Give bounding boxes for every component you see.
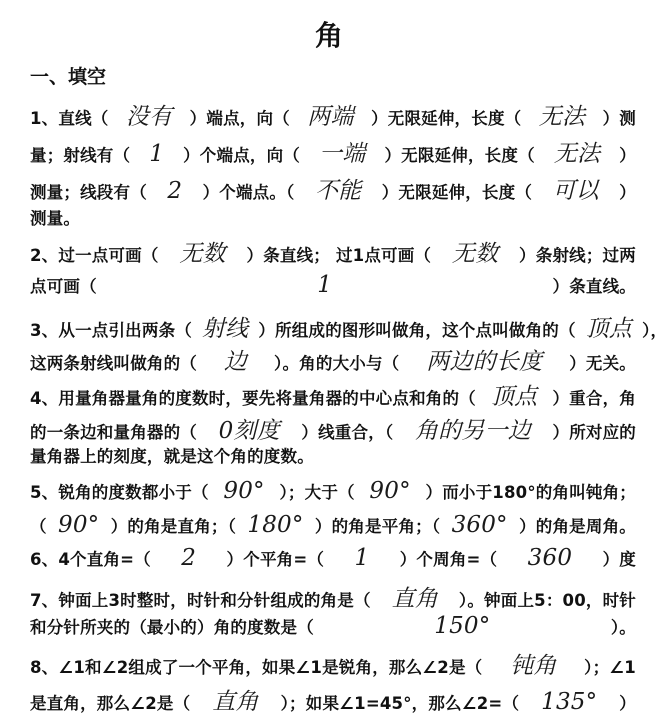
printed-text: 的一条边和量角器的（ bbox=[30, 423, 197, 442]
handwritten-answer: 无数 bbox=[179, 241, 226, 267]
printed-text: ）而小于180°的角叫钝角； bbox=[425, 483, 636, 502]
question-line bbox=[30, 98, 636, 131]
printed-text: 和分针所夹的（最小的）角的度数是（ bbox=[30, 618, 314, 637]
handwritten-answer: 2 bbox=[181, 545, 197, 571]
handwritten-answer: 360 bbox=[527, 545, 573, 571]
question-line bbox=[30, 205, 636, 229]
printed-text: ）无关。 bbox=[569, 354, 636, 373]
printed-text: ）的角是周角。 bbox=[519, 517, 636, 536]
question-line bbox=[30, 378, 636, 411]
printed-text: 点可画（ bbox=[30, 277, 97, 296]
handwritten-answer: 两边的长度 bbox=[426, 349, 543, 375]
page-title: 角 bbox=[314, 19, 343, 52]
printed-text: ）所组成的图形叫做角，这个点叫做角的（ bbox=[258, 321, 576, 340]
printed-text: ）条直线。 bbox=[552, 277, 636, 296]
printed-text: ）重合，角 bbox=[552, 389, 636, 408]
handwritten-answer: 两端 bbox=[307, 104, 354, 130]
handwritten-answer: 150° bbox=[434, 613, 491, 639]
question-line bbox=[30, 235, 636, 268]
printed-text: （ bbox=[30, 517, 47, 536]
printed-text: ）， bbox=[642, 321, 667, 340]
handwritten-answer: 没有 bbox=[125, 104, 173, 130]
question-line bbox=[30, 647, 636, 680]
printed-text: ） bbox=[619, 183, 636, 202]
section-heading: 一、填空 bbox=[30, 66, 107, 88]
printed-text: ）度 bbox=[602, 550, 636, 569]
handwritten-answer: 1 bbox=[317, 272, 333, 298]
handwritten-answer: 135° bbox=[541, 689, 598, 715]
printed-text: 测量。 bbox=[30, 209, 81, 228]
question-line bbox=[30, 443, 636, 467]
question-line bbox=[30, 512, 636, 538]
handwritten-answer: 顶点 bbox=[490, 384, 538, 410]
printed-text: ）个周角=（ bbox=[399, 550, 498, 569]
printed-text: ）个平角=（ bbox=[226, 550, 325, 569]
printed-text: ）。钟面上5：00，时针 bbox=[458, 591, 636, 610]
handwritten-answer: 90° bbox=[58, 512, 100, 538]
question-line bbox=[30, 135, 636, 168]
printed-text: ）端点，向（ bbox=[189, 109, 290, 128]
printed-text: 7、钟面上3时整时，时针和分针组成的角是（ bbox=[30, 591, 371, 610]
printed-text: ）条射线；过两 bbox=[519, 246, 636, 265]
handwritten-answer: 无法 bbox=[538, 104, 586, 130]
handwritten-answer: 360° bbox=[451, 512, 508, 538]
printed-text: ）；大于（ bbox=[279, 483, 355, 502]
question-line bbox=[30, 613, 636, 639]
printed-text: 量角器上的刻度，就是这个角的度数。 bbox=[30, 447, 314, 466]
printed-text: ）个端点。（ bbox=[202, 183, 295, 202]
printed-text: ）；如果∠1=45°，那么∠2=（ bbox=[280, 694, 520, 713]
printed-text: ）所对应的 bbox=[552, 423, 636, 442]
printed-text: 2、过一点可画（ bbox=[30, 246, 159, 265]
printed-text: 量；射线有（ bbox=[30, 146, 131, 165]
printed-text: ）的角是直角；（ bbox=[110, 517, 237, 536]
handwritten-answer: 一端 bbox=[319, 141, 366, 167]
printed-text: ）个端点，向（ bbox=[183, 146, 301, 165]
question-line bbox=[30, 545, 636, 571]
printed-text: 5、锐角的度数都小于（ bbox=[30, 483, 209, 502]
printed-text: 8、∠1和∠2组成了一个平角，如果∠1是锐角，那么∠2是（ bbox=[30, 658, 483, 677]
question-line bbox=[30, 478, 636, 504]
printed-text: ） bbox=[619, 146, 636, 165]
printed-text: ）。 bbox=[610, 618, 636, 637]
handwritten-answer: 1 bbox=[354, 545, 370, 571]
question-line bbox=[30, 343, 636, 376]
handwritten-answer: 无数 bbox=[451, 241, 499, 267]
handwritten-answer: 1 bbox=[149, 141, 165, 167]
question-line bbox=[30, 272, 636, 298]
printed-text: ）无限延伸，长度（ bbox=[381, 183, 533, 202]
handwritten-answer: 2 bbox=[167, 178, 183, 204]
printed-text: ） bbox=[619, 694, 636, 713]
printed-text: 测量；线段有（ bbox=[30, 183, 147, 202]
handwritten-answer: 射线 bbox=[201, 316, 249, 342]
printed-text: 1、直线（ bbox=[30, 109, 109, 128]
handwritten-answer: 180° bbox=[247, 512, 304, 538]
handwritten-answer: 无法 bbox=[553, 141, 601, 167]
handwritten-answer: 边 bbox=[223, 349, 248, 375]
printed-text: ）无限延伸，长度（ bbox=[371, 109, 522, 128]
handwritten-answer: 90° bbox=[369, 478, 411, 504]
question-line bbox=[30, 310, 667, 343]
handwritten-answer: 直角 bbox=[212, 689, 259, 715]
handwritten-answer: 不能 bbox=[314, 178, 362, 204]
printed-text: ）条直线； 过1点可画（ bbox=[246, 246, 432, 265]
handwritten-answer: 90° bbox=[223, 478, 265, 504]
printed-text: ）测 bbox=[602, 109, 636, 128]
handwritten-answer: 角的另一边 bbox=[414, 418, 531, 444]
handwritten-answer: 可以 bbox=[552, 178, 599, 204]
printed-text: ）线重合，（ bbox=[301, 423, 394, 442]
printed-text: ）；∠1 bbox=[584, 658, 636, 677]
printed-text: ）无限延伸，长度（ bbox=[384, 146, 535, 165]
printed-text: 4、用量角器量角的度数时，要先将量角器的中心点和角的（ bbox=[30, 389, 476, 408]
printed-text: ）。角的大小与（ bbox=[274, 354, 400, 373]
handwritten-answer: 0刻度 bbox=[218, 418, 280, 444]
printed-text: 6、4个直角=（ bbox=[30, 550, 151, 569]
handwritten-answer: 顶点 bbox=[585, 316, 633, 342]
question-line bbox=[30, 172, 636, 205]
printed-text: 3、从一点引出两条（ bbox=[30, 321, 192, 340]
question-line bbox=[30, 412, 636, 445]
printed-text: 这两条射线叫做角的（ bbox=[30, 354, 197, 373]
question-line bbox=[30, 683, 636, 716]
question-line bbox=[30, 580, 636, 613]
printed-text: ）的角是平角；（ bbox=[314, 517, 441, 536]
printed-text: 是直角，那么∠2是（ bbox=[30, 694, 191, 713]
handwritten-answer: 直角 bbox=[391, 586, 438, 612]
handwritten-answer: 钝角 bbox=[510, 653, 557, 679]
